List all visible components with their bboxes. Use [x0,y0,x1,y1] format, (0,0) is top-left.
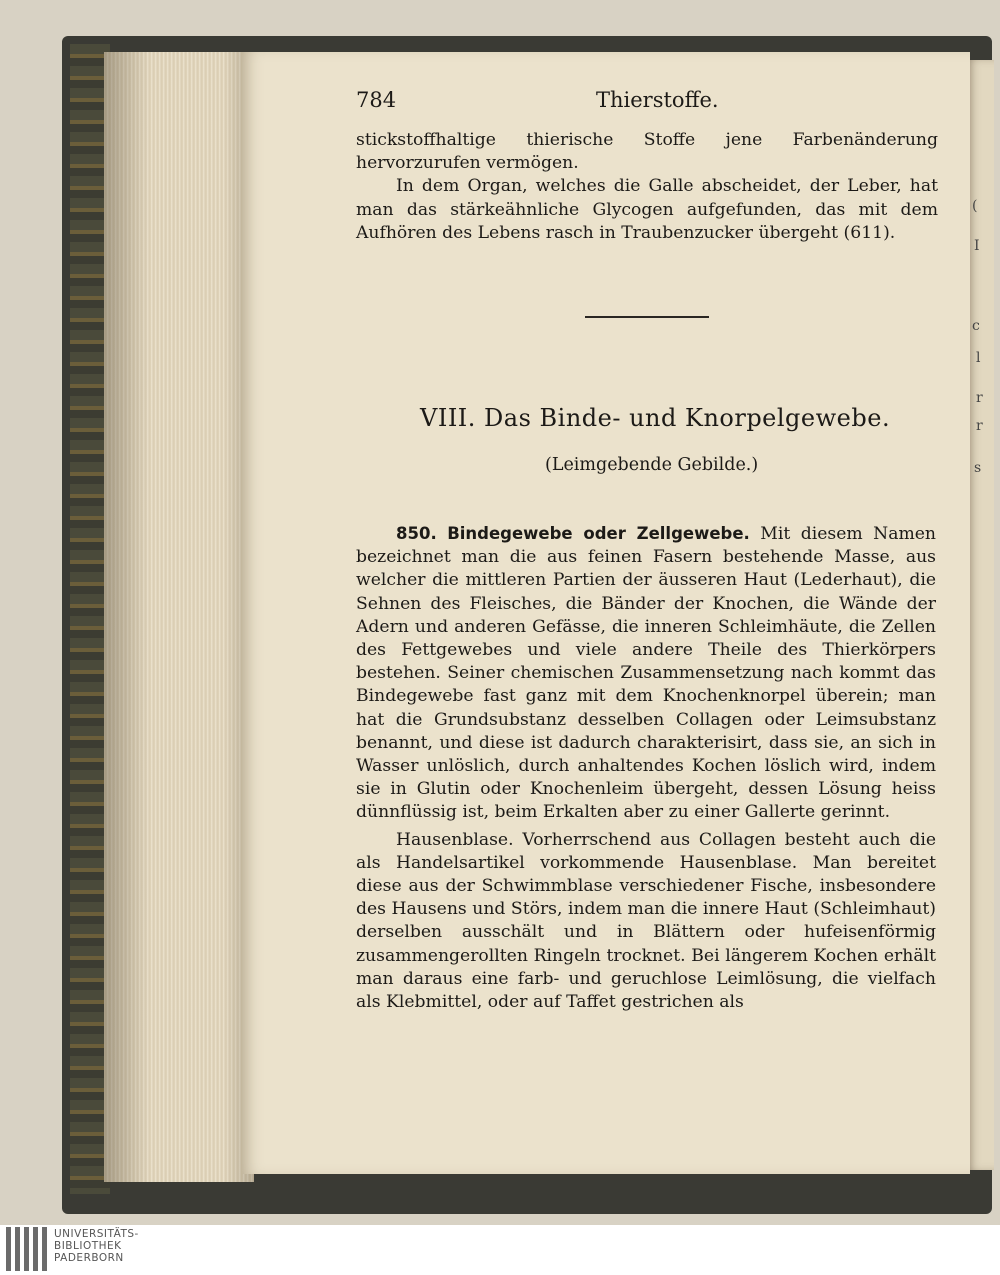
next-page-char: r [976,418,983,434]
next-page-char: ( [972,198,978,214]
chapter-title: VIII. Das Binde- und Knorpelgewebe. [420,404,891,432]
next-page-char: I [974,238,980,254]
page-header [356,88,936,118]
library-name-line: BIBLIOTHEK [54,1240,122,1252]
next-page-edge [966,60,994,1170]
section-850 [356,522,936,1014]
library-name-line: UNIVERSITÄTS- [54,1228,139,1240]
page-edges-shade [104,52,254,1182]
section-paragraph [356,522,936,825]
library-name-line: PADERBORN [54,1252,124,1264]
section-divider [585,316,709,318]
paragraph-1: stickstoffhaltige thierische Stoffe jene Farbenänderung hervorzurufen vermögen. [356,130,938,174]
next-page-char: c [972,318,980,334]
chapter-subtitle: (Leimgebende Gebilde.) [545,455,759,475]
paragraph-continuation [356,129,938,245]
library-name [54,1228,139,1264]
page-number: 784 [356,88,397,112]
paragraph-hausenblase: Hausenblase. Vorherrschend aus Collagen besteht auch die als Handelsartikel vorkommende Hausenblase. Man bereitet diese aus der Schwimmblase verschiedener Fische, insbesondere des Hausens und Störs, indem man die innere Haut (Schleimhaut) derselben ausschält und in Blättern oder hufeisenförmig zusammengerollten Ringeln trocknet. Bei längerem Kochen erhält man daraus eine farb- und geruchlose Leimlösung, die vielfach als Klebmittel, oder auf Taffet gestrichen als [356,829,936,1013]
running-head: Thierstoffe. [596,88,719,112]
section-number: 850. [396,524,437,543]
next-page-char: s [974,460,982,476]
section-text: Mit diesem Namen bezeichnet man die aus feinen Fasern bestehende Masse, aus welcher die mittleren Partien der äusseren Haut (Lederhaut), die Sehnen des Fleisches, die Bänder der Knochen, die Wände der Adern und anderen Gefässe, die inneren Schleimhäute, die Zellen des Fettgewebes und viele andere Theile des Thierkörpers bestehen. Seiner chemischen Zusammensetzung nach kommt das Bindegewebe fast ganz mit dem Knochenknorpel überein; man hat die Grundsubstanz desselben Collagen oder Leimsubstanz benannt, und diese ist dadurch charakterisirt, dass sie, an sich in Wasser unlöslich, durch anhaltendes Kochen löslich wird, indem sie in Glutin oder Knochenleim übergeht, dessen Lösung heiss dünnflüssig ist, beim Erkalten aber zu einer Gallerte gerinnt. [356,524,937,823]
paragraph-2: In dem Organ, welches die Galle abscheidet, der Leber, hat man das stärkeähnliche Glycogen aufgefunden, das mit dem Aufhören des Lebens rasch in Traubenzucker übergeht (611). [356,176,938,243]
next-page-char: l [976,350,981,366]
next-page-char: r [976,390,983,406]
section-title: Bindegewebe oder Zellgewebe. [447,524,750,543]
library-footer [0,1225,1000,1275]
library-logo-icon [6,1227,46,1271]
